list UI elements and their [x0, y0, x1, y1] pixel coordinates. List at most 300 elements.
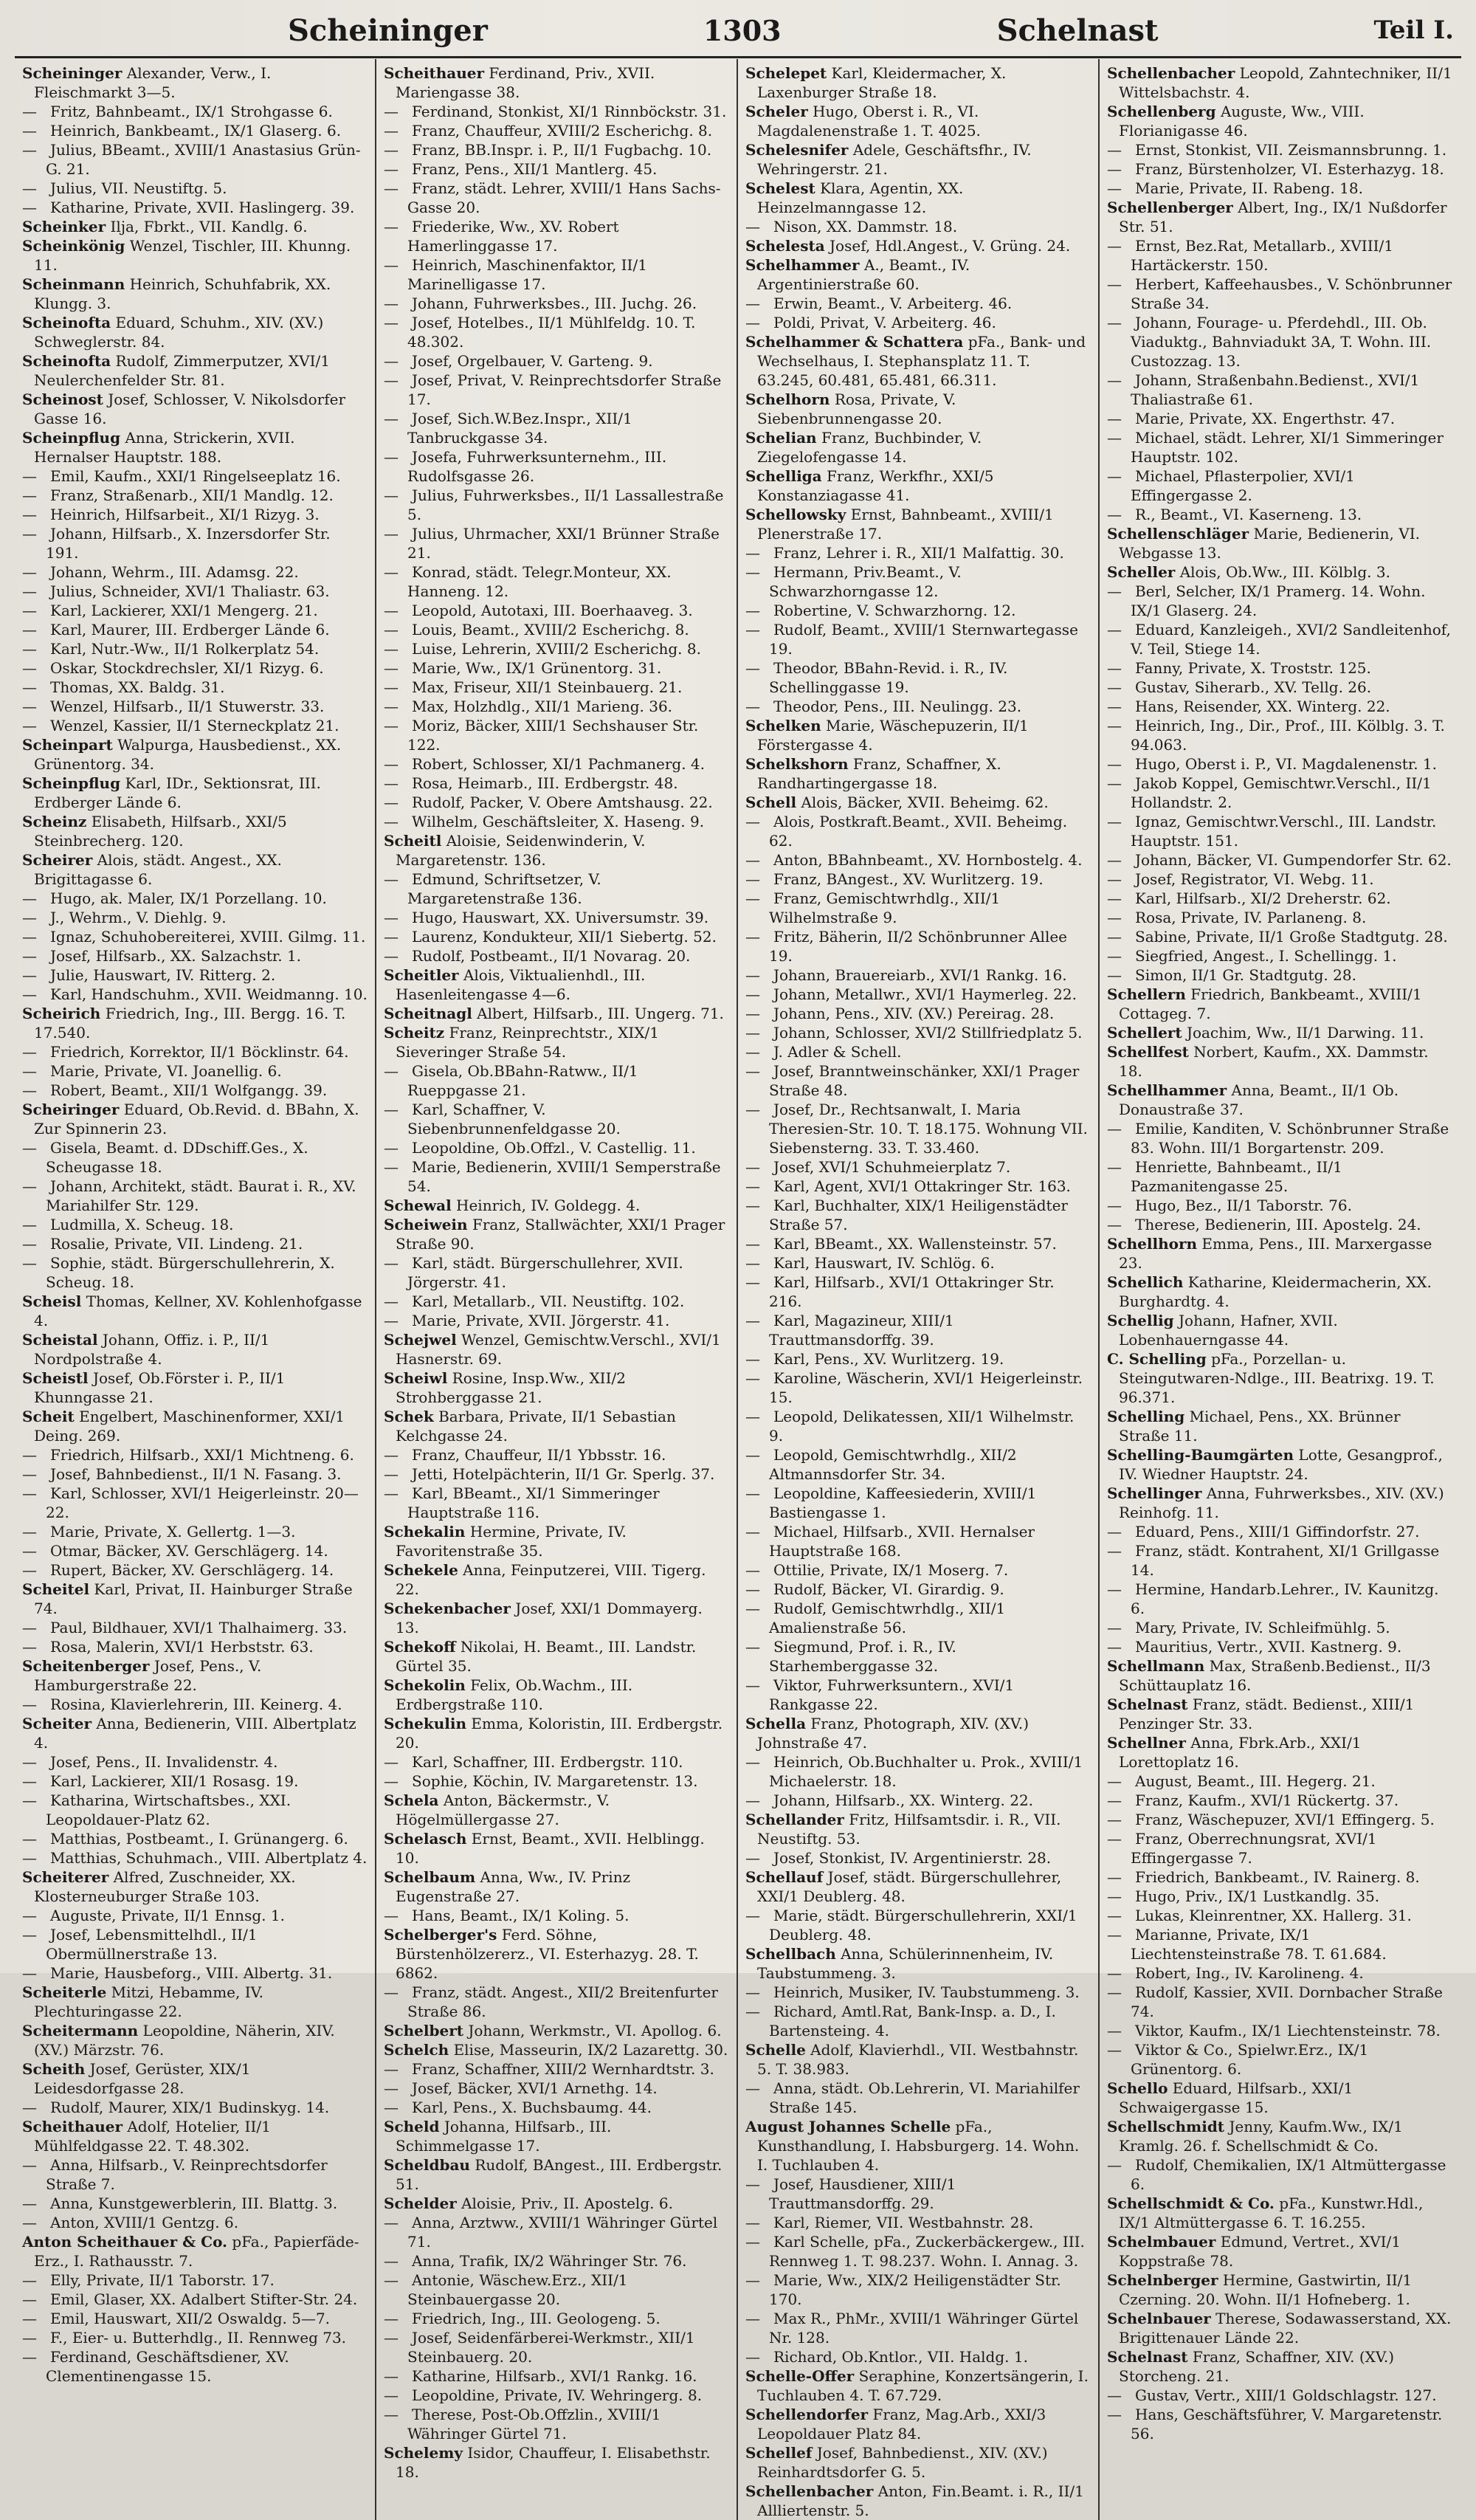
entry-text: Franz, städt. Bedienst., XIII/1 Penzinger Str. 33. [1119, 1696, 1415, 1732]
directory-entry-head [22, 1714, 368, 1752]
directory-entry-head [22, 351, 368, 390]
entry-dash: — [745, 2310, 760, 2327]
entry-surname: Schelbaum [384, 1868, 476, 1886]
directory-entry-sub [745, 294, 1091, 313]
entry-dash: — [22, 678, 37, 696]
directory-entry-sub [22, 1138, 368, 1177]
entry-dash: — [745, 314, 760, 331]
entry-text: Karl, Kleidermacher, X. Laxenburger Straße 18. [757, 64, 1007, 101]
directory-entry-sub [384, 371, 729, 409]
entry-text: Heinrich, Musiker, IV. Taubstummeng. 3. [773, 1983, 1080, 2001]
entry-dash: — [22, 1542, 37, 1560]
directory-entry-head [22, 1369, 368, 1407]
entry-dash: — [1107, 1638, 1122, 1656]
entry-text: Hermann, Priv.Beamt., V. Schwarzhorngasse 12. [769, 563, 962, 600]
entry-text: Rudolf, BAngest., III. Erdbergstr. 51. [396, 2156, 723, 2193]
entry-text: Wenzel, Tischler, III. Khunng. 11. [34, 237, 351, 274]
entry-dash: — [384, 1254, 399, 1272]
entry-dash: — [1107, 2406, 1122, 2423]
entry-dash: — [384, 352, 399, 370]
entry-text: Richard, Ob.Kntlor., VII. Haldg. 1. [773, 2348, 1028, 2366]
entry-dash: — [384, 774, 399, 792]
entry-text: Ferdinand, Priv., XVII. Mariengasse 38. [396, 64, 655, 101]
entry-text: Gustav, Vertr., XIII/1 Goldschlagstr. 127. [1135, 2386, 1437, 2404]
entry-dash: — [745, 966, 760, 984]
entry-dash: — [745, 1235, 760, 1253]
entry-dash: — [22, 1696, 37, 1713]
entry-text: Josef, Seidenfärberei-Werkmstr., XII/1 Steinbauerg. 20. [407, 2329, 695, 2366]
entry-surname: Schellner [1107, 1734, 1186, 1752]
entry-dash: — [22, 1216, 37, 1233]
directory-entry-sub [384, 1100, 729, 1138]
entry-surname: Schell [745, 793, 797, 811]
entry-surname: Scheiringer [22, 1101, 120, 1118]
entry-dash: — [384, 448, 399, 466]
entry-text: Josef, Pens., V. Hamburgerstraße 22. [34, 1657, 262, 1694]
entry-text: Hugo, Priv., IX/1 Lustkandlg. 35. [1135, 1887, 1380, 1905]
directory-entry-sub [1107, 678, 1454, 697]
directory-entry-head [1107, 63, 1454, 102]
directory-entry-sub [22, 716, 368, 735]
directory-entry-head [745, 1867, 1091, 1906]
entry-text: Therese, Post-Ob.Offzlin., XVIII/1 Währinger Gürtel 71. [407, 2406, 661, 2442]
entry-dash: — [745, 1983, 760, 2001]
entry-dash: — [22, 1619, 37, 1636]
directory-entry-head [384, 2021, 729, 2040]
entry-dash: — [384, 813, 399, 830]
entry-text: Hugo, Hauswart, XX. Universumstr. 39. [412, 909, 709, 926]
directory-entry-sub [22, 1445, 368, 1464]
entry-surname: Scheinpart [22, 736, 113, 754]
entry-dash: — [384, 1292, 399, 1310]
entry-dash: — [1107, 1216, 1122, 1233]
directory-entry-sub [22, 1637, 368, 1656]
entry-text: Johann, Hafner, XVII. Lobenhauerngasse 44. [1119, 1312, 1338, 1349]
directory-entry-sub [384, 639, 729, 658]
directory-entry-head [745, 1714, 1091, 1752]
entry-text: Karl, BBeamt., XX. Wallensteinstr. 57. [773, 1235, 1057, 1253]
entry-text: Emil, Kaufm., XXI/1 Ringelseeplatz 16. [50, 467, 341, 485]
entry-text: Rudolf, Packer, V. Obere Amtshausg. 22. [412, 793, 713, 811]
entry-text: Mary, Private, IV. Schleifmühlg. 5. [1135, 1619, 1390, 1636]
directory-entry-sub [22, 102, 368, 121]
entry-surname: Schellendorfer [745, 2406, 869, 2423]
entry-text: Ludmilla, X. Scheug. 18. [50, 1216, 234, 1233]
entry-text: Viktor, Kaufm., IX/1 Liechtensteinstr. 78. [1135, 2022, 1441, 2039]
directory-entry-sub [1107, 927, 1454, 946]
entry-text: Ernst, Bez.Rat, Metallarb., XVIII/1 Hartäckerstr. 150. [1131, 237, 1393, 274]
directory-entry-sub [745, 1906, 1091, 1944]
entry-dash: — [745, 1024, 760, 1042]
entry-text: Robert, Ing., IV. Karolineng. 4. [1135, 1964, 1364, 1982]
entry-dash: — [384, 1772, 399, 1790]
directory-entry-head [745, 1944, 1091, 1983]
entry-text: Johann, Fuhrwerksbes., III. Juchg. 26. [412, 295, 697, 312]
entry-text: Henriette, Bahnbeamt., II/1 Pazmanitengasse 25. [1131, 1158, 1342, 1195]
entry-dash: — [22, 717, 37, 734]
directory-entry-head [745, 236, 1091, 255]
entry-text: Anton, Fin.Beamt. i. R., II/1 Allliertenstr. 5. [757, 2482, 1084, 2519]
entry-text: Josef, Hdl.Angest., V. Grüng. 24. [830, 237, 1071, 255]
directory-entry-sub [745, 1407, 1091, 1445]
entry-text: Emma, Koloristin, III. Erdbergstr. 20. [396, 1715, 723, 1752]
entry-text: Sabine, Private, II/1 Große Stadtgutg. 28. [1135, 928, 1448, 946]
entry-dash: — [384, 1101, 399, 1118]
entry-surname: Schelesnifer [745, 141, 849, 159]
entry-text: Emilie, Kanditen, V. Schönbrunner Straße 83. Wohn. III/1 Borgartenstr. 209. [1131, 1120, 1449, 1157]
entry-text: Siegmund, Prof. i. R., IV. Starhemberggasse 32. [769, 1638, 956, 1675]
directory-entry-head [1107, 524, 1454, 562]
directory-entry-sub [745, 985, 1091, 1004]
entry-surname: Scheitz [384, 1024, 445, 1042]
directory-entry-head [1107, 2347, 1454, 2386]
directory-entry-sub [745, 927, 1091, 965]
entry-surname: C. Schelling [1107, 1350, 1207, 1368]
entry-text: Franz, Chauffeur, II/1 Ybbsstr. 16. [412, 1446, 666, 1464]
entry-surname: Schewal [384, 1197, 452, 1214]
directory-entry-sub [1107, 1522, 1454, 1541]
entry-dash: — [384, 2329, 399, 2347]
directory-entry-sub [384, 1772, 729, 1791]
entry-text: Anna, Feinputzerei, VIII. Tigerg. 22. [396, 1561, 706, 1598]
entry-text: Leopoldine, Näherin, XIV. (XV.) Märzstr. 76. [34, 2022, 335, 2059]
directory-entry-sub [745, 1273, 1091, 1311]
entry-text: Marie, Private, XX. Engerthstr. 47. [1135, 410, 1396, 427]
entry-text: Johann, Werkmstr., VI. Apollog. 6. [468, 2022, 722, 2039]
entry-surname: Schellauf [745, 1868, 824, 1886]
directory-entry-head [745, 140, 1091, 179]
directory-entry-sub [384, 716, 729, 754]
directory-entry-sub [22, 2328, 368, 2347]
directory-entry-sub [22, 179, 368, 198]
entry-dash: — [22, 486, 37, 504]
directory-entry-head [1107, 1023, 1454, 1042]
entry-dash: — [384, 563, 399, 581]
entry-dash: — [745, 1561, 760, 1579]
directory-entry-sub [1107, 2386, 1454, 2405]
entry-text: Karl, Lackierer, XII/1 Rosasg. 19. [50, 1772, 299, 1790]
entry-dash: — [22, 947, 37, 965]
entry-surname: Schekele [384, 1561, 458, 1579]
entry-text: Josef, Lebensmittelhdl., II/1 Obermüllnerstraße 13. [46, 1926, 258, 1963]
entry-text: Fritz, Hilfsamtsdir. i. R., VII. Neustiftg. 53. [757, 1811, 1061, 1848]
entry-text: Leopold, Gemischtwrhdlg., XII/2 Altmannsdorfer Str. 34. [769, 1446, 1017, 1483]
directory-entry-head [22, 275, 368, 313]
entry-dash: — [745, 2079, 760, 2097]
entry-text: Friedrich, Ing., III. Bergg. 16. T. 17.540. [34, 1005, 346, 1042]
entry-surname: Scheiterle [22, 1983, 107, 2001]
directory-entry-head [1107, 2271, 1454, 2309]
entry-text: Jetti, Hotelpächterin, II/1 Gr. Sperlg. 37. [412, 1465, 715, 1483]
entry-surname: Scheithauer [384, 64, 485, 82]
directory-entry-head [22, 1867, 368, 1906]
directory-entry-head [22, 428, 368, 467]
entry-dash: — [22, 1465, 37, 1483]
directory-entry-sub [1107, 1541, 1454, 1580]
entry-dash: — [22, 2099, 37, 2116]
entry-text: Johann, Wehrm., III. Adamsg. 22. [50, 563, 299, 581]
directory-entry-sub [384, 754, 729, 774]
entry-dash: — [384, 486, 399, 504]
entry-text: Heinrich, Maschinenfaktor, II/1 Marinelligasse 17. [407, 256, 647, 293]
entry-surname: Schekenbacher [384, 1600, 511, 1617]
entry-text: Leopoldine, Kaffeesiederin, XVIII/1 Bastiengasse 1. [769, 1484, 1037, 1521]
entry-dash: — [745, 1312, 760, 1329]
directory-entry-sub [384, 1484, 729, 1522]
entry-dash: — [1107, 141, 1122, 159]
entry-dash: — [22, 1254, 37, 1272]
directory-entry-sub [1107, 409, 1454, 428]
entry-dash: — [22, 889, 37, 907]
entry-text: Franz, Gemischtwrhdlg., XII/1 Wilhelmstraße 9. [769, 889, 1001, 926]
directory-entry-sub [745, 1637, 1091, 1676]
entry-text: Eduard, Ob.Revid. d. BBahn, X. Zur Spinnerin 23. [34, 1101, 359, 1137]
entry-text: Max, Friseur, XII/1 Steinbauerg. 21. [412, 678, 683, 696]
directory-entry-sub [745, 1061, 1091, 1100]
entry-surname: Schekalin [384, 1523, 466, 1540]
entry-dash: — [745, 1638, 760, 1656]
entry-text: Hugo, Bez., II/1 Taborstr. 76. [1135, 1197, 1352, 1214]
directory-entry-sub [1107, 889, 1454, 908]
entry-dash: — [22, 1926, 37, 1944]
directory-entry-sub [745, 1023, 1091, 1042]
entry-dash: — [384, 1446, 399, 1464]
directory-entry-sub [384, 1061, 729, 1100]
entry-text: Rosa, Malerin, XVI/1 Herbststr. 63. [50, 1638, 314, 1656]
entry-dash: — [745, 889, 760, 907]
directory-entry-sub [22, 562, 368, 582]
directory-entry-sub [745, 1100, 1091, 1157]
directory-entry-head [745, 2405, 1091, 2443]
entry-surname: Scheldbau [384, 2156, 470, 2174]
entry-surname: Schella [745, 1715, 807, 1732]
entry-dash: — [22, 1791, 37, 1809]
entry-text: Wenzel, Hilfsarb., II/1 Stuwerstr. 33. [50, 698, 325, 715]
entry-dash: — [1107, 160, 1122, 178]
entry-dash: — [384, 2079, 399, 2097]
entry-text: Michael, Hilfsarb., XVII. Hernalser Hauptstraße 168. [769, 1523, 1035, 1560]
entry-text: Josef, Schlosser, V. Nikolsdorfer Gasse 16. [34, 390, 346, 427]
entry-text: Leopoldine, Private, IV. Wehringerg. 8. [412, 2386, 703, 2404]
entry-surname: Scheinker [22, 218, 106, 235]
entry-dash: — [1107, 774, 1122, 792]
directory-entry-sub [1107, 371, 1454, 409]
directory-entry-head [1107, 562, 1454, 582]
entry-dash: — [1107, 947, 1122, 965]
entry-surname: Scheiter [22, 1715, 92, 1732]
entry-surname: August Johannes Schelle [745, 2118, 951, 2135]
directory-entry-sub [22, 908, 368, 927]
entry-text: Friedrich, Ing., III. Geologeng. 5. [412, 2310, 661, 2327]
entry-text: Josef, Stonkist, IV. Argentinierstr. 28. [773, 1849, 1052, 1867]
entry-text: Karl, Schlosser, XVI/1 Heigerleinstr. 20—22. [46, 1484, 359, 1521]
entry-dash: — [745, 544, 760, 562]
entry-surname: Schelepet [745, 64, 827, 82]
directory-entry-sub [1107, 1887, 1454, 1906]
entry-dash: — [745, 2233, 760, 2251]
entry-text: Fritz, Bahnbeamt., IX/1 Strohgasse 6. [50, 103, 333, 120]
directory-entry-sub [384, 2213, 729, 2251]
directory-entry-head [1107, 1042, 1454, 1081]
entry-text: Josef, städt. Bürgerschullehrer, XXI/1 Deublerg. 48. [757, 1868, 1062, 1905]
entry-dash: — [384, 2252, 399, 2270]
entry-surname: Scheitermann [22, 2022, 139, 2039]
directory-entry-sub [384, 524, 729, 562]
entry-surname: Schelliga [745, 467, 822, 485]
entry-dash: — [1107, 1983, 1122, 2001]
directory-entry-sub [22, 1752, 368, 1772]
entry-text: Friedrich, Bankbeamt., XVIII/1 Cottageg. 7. [1119, 985, 1422, 1022]
entry-dash: — [22, 179, 37, 197]
directory-entry-sub [384, 1157, 729, 1196]
entry-surname: Schelnast [1107, 1696, 1188, 1713]
entry-text: Katharine, Kleidermacherin, XX. Burghardtg. 4. [1119, 1273, 1432, 1310]
directory-entry-head [384, 1215, 729, 1253]
entry-dash: — [384, 314, 399, 331]
entry-dash: — [22, 1062, 37, 1080]
entry-dash: — [384, 179, 399, 197]
directory-entry-head [1107, 1081, 1454, 1119]
entry-text: Leopoldine, Ob.Offzl., V. Castellig. 11. [412, 1139, 696, 1157]
directory-entry-sub [22, 1791, 368, 1829]
directory-entry-sub [745, 658, 1091, 697]
entry-text: Rudolf, Chemikalien, IX/1 Altmüttergasse 6. [1131, 2156, 1446, 2193]
entry-text: Rudolf, Postbeamt., II/1 Novarag. 20. [412, 947, 691, 965]
entry-text: Hans, Reisender, XX. Winterg. 22. [1135, 698, 1390, 715]
directory-entry-sub [1107, 1119, 1454, 1157]
entry-dash: — [384, 678, 399, 696]
entry-text: Siegfried, Angest., I. Schellingg. 1. [1135, 947, 1397, 965]
entry-text: Luise, Lehrerin, XVIII/2 Escherichg. 8. [412, 640, 701, 658]
directory-entry-head [745, 2482, 1091, 2520]
directory-entry-head [745, 2443, 1091, 2482]
entry-text: Wenzel, Kassier, II/1 Sterneckplatz 21. [50, 717, 339, 734]
header-part: Teil I. [1373, 16, 1454, 45]
entry-dash: — [384, 2214, 399, 2231]
entry-dash: — [384, 1062, 399, 1080]
entry-surname: Schellowsky [745, 506, 846, 523]
entry-text: Michael, Pflasterpolier, XVI/1 Effingergasse 2. [1131, 467, 1355, 504]
directory-entry-sub [745, 1234, 1091, 1253]
entry-dash: — [1107, 678, 1122, 696]
entry-dash: — [745, 2003, 760, 2020]
entry-text: Julius, Schneider, XVI/1 Thaliastr. 63. [50, 582, 330, 600]
entry-dash: — [1107, 1523, 1122, 1540]
entry-text: A., Beamt., IV. Argentinierstraße 60. [757, 256, 970, 293]
entry-text: Katharine, Hilfsarb., XVI/1 Rankg. 16. [412, 2367, 697, 2385]
entry-text: Josef, Hilfsarb., XX. Salzachstr. 1. [50, 947, 302, 965]
entry-text: Marie, Bedienerin, XVIII/1 Semperstraße 54. [407, 1158, 721, 1195]
entry-text: Barbara, Private, II/1 Sebastian Kelchgasse 24. [396, 1408, 676, 1445]
entry-text: Julie, Hauswart, IV. Ritterg. 2. [50, 966, 276, 984]
entry-dash: — [22, 1235, 37, 1253]
entry-dash: — [745, 1791, 760, 1809]
entry-text: Julius, BBeamt., XVIII/1 Anastasius Grün-G. 21. [46, 141, 361, 178]
entry-surname: Scheinofta [22, 314, 111, 331]
directory-entry-sub [1107, 908, 1454, 927]
entry-text: Heinrich, Schuhfabrik, XX. Klungg. 3. [34, 275, 331, 312]
directory-entry-sub [1107, 428, 1454, 467]
directory-entry-sub [1107, 1157, 1454, 1196]
directory-entry-sub [745, 217, 1091, 236]
directory-entry-sub [745, 697, 1091, 716]
directory-entry-sub [22, 524, 368, 562]
directory-entry-sub [745, 313, 1091, 332]
directory-entry-head [1107, 102, 1454, 140]
entry-text: Aloisie, Seidenwinderin, V. Margaretenstr. 136. [396, 832, 646, 869]
entry-dash: — [1107, 621, 1122, 638]
directory-entry-sub [1107, 870, 1454, 889]
entry-dash: — [745, 1254, 760, 1272]
directory-entry-sub [22, 140, 368, 179]
entry-surname: Scheiwein [384, 1216, 468, 1233]
entry-text: Karl, Magazineur, XIII/1 Trauttmansdorffg. 39. [769, 1312, 954, 1349]
entry-text: Josef, Pens., II. Invalidenstr. 4. [50, 1753, 278, 1771]
directory-entry-sub [1107, 1215, 1454, 1234]
entry-text: Johann, Straßenbahn.Bedienst., XVI/1 Thaliastraße 61. [1131, 371, 1420, 408]
entry-surname: Scheinpflug [22, 774, 121, 792]
directory-entry-head [1107, 1484, 1454, 1522]
entry-text: Poldi, Privat, V. Arbeiterg. 46. [773, 314, 996, 331]
directory-entry-sub [745, 2213, 1091, 2232]
entry-dash: — [22, 2329, 37, 2347]
entry-text: Franz, Schaffner, XIII/2 Wernhardtstr. 3. [412, 2060, 714, 2078]
entry-text: Franz, Bürstenholzer, VI. Esterhazyg. 18. [1135, 160, 1444, 178]
entry-dash: — [22, 1753, 37, 1771]
directory-entry-sub [384, 217, 729, 255]
entry-text: Anton, XVIII/1 Gentzg. 6. [50, 2214, 239, 2231]
entry-text: Alois, städt. Angest., XX. Brigittagasse 6. [34, 851, 282, 888]
page-header [15, 4, 1461, 58]
entry-dash: — [1107, 966, 1122, 984]
entry-surname: Scheisl [22, 1292, 82, 1310]
entry-text: Karl, Hilfsarb., XVI/1 Ottakringer Str. 216. [769, 1273, 1055, 1310]
directory-entry-head [22, 1983, 368, 2021]
directory-entry-sub [1107, 1772, 1454, 1791]
entry-dash: — [1107, 1772, 1122, 1790]
directory-entry-head [384, 1407, 729, 1445]
entry-surname: Schekolin [384, 1676, 466, 1694]
entry-dash: — [1107, 2022, 1122, 2039]
entry-dash: — [1107, 1791, 1122, 1809]
entry-dash: — [1107, 659, 1122, 677]
entry-dash: — [22, 506, 37, 523]
entry-dash: — [22, 525, 37, 543]
entry-text: Rudolf, Bäcker, VI. Girardig. 9. [773, 1580, 1004, 1598]
entry-text: Rosa, Heimarb., III. Erdbergstr. 48. [412, 774, 678, 792]
directory-entry-sub [745, 889, 1091, 927]
entry-text: Albert, Ing., IX/1 Nußdorfer Str. 51. [1119, 199, 1447, 235]
entry-dash: — [1107, 2386, 1122, 2404]
directory-entry-head [1107, 1234, 1454, 1273]
entry-surname: Schellhammer [1107, 1081, 1227, 1099]
entry-dash: — [745, 2348, 760, 2366]
entry-text: Franz, Kaufm., XVI/1 Rückertg. 37. [1135, 1791, 1399, 1809]
entry-text: Karl, BBeamt., XI/1 Simmeringer Hauptstraße 116. [407, 1484, 660, 1521]
directory-entry-head [745, 1810, 1091, 1848]
entry-text: Max, Holzhdlg., XII/1 Marieng. 36. [412, 698, 673, 715]
entry-dash: — [22, 122, 37, 140]
entry-dash: — [384, 793, 399, 811]
directory-entry-head [1107, 2194, 1454, 2232]
entry-dash: — [1107, 1158, 1122, 1176]
entry-dash: — [22, 2214, 37, 2231]
entry-text: Karl Schelle, pFa., Zuckerbäckergew., III. Rennweg 1. T. 98.237. Wohn. I. Annag. 3. [769, 2233, 1085, 2270]
entry-text: Rosalie, Private, VII. Lindeng. 21. [50, 1235, 303, 1253]
entry-text: Josef, Bahnbedienst., XIV. (XV.) Reinhardtsdorfer G. 5. [757, 2444, 1048, 2481]
directory-entry-sub [22, 1848, 368, 1867]
entry-dash: — [745, 1600, 760, 1617]
